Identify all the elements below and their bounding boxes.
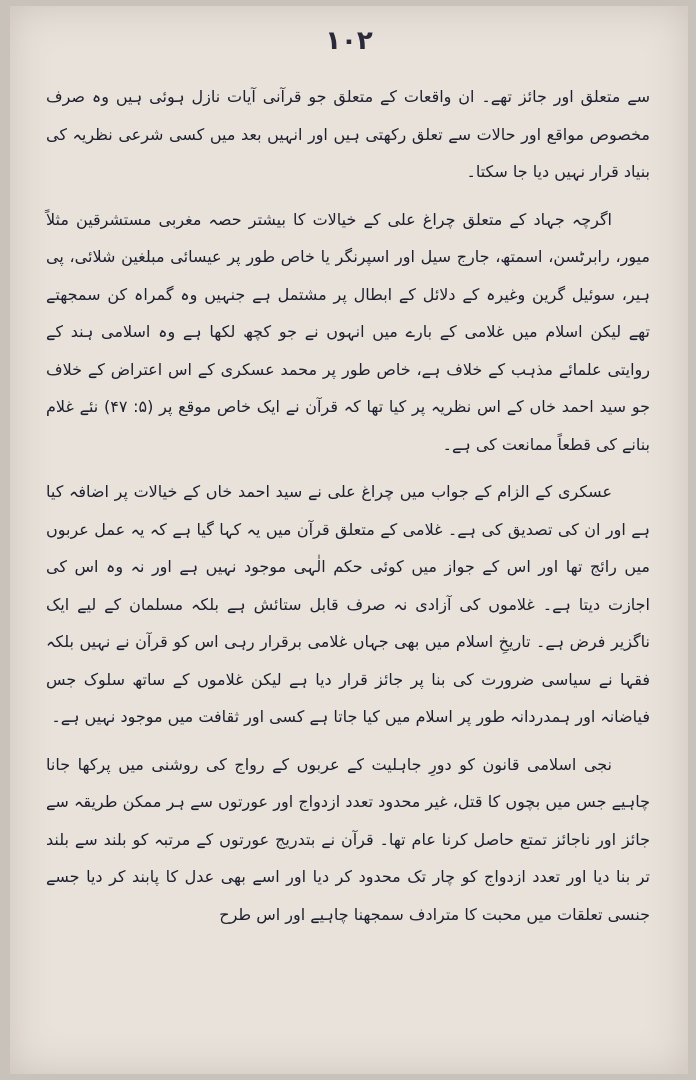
page-body — [46, 78, 650, 933]
paragraph: سے متعلق اور جائز تھے۔ ان واقعات کے متعلق جو قرآنی آیات نازل ہوئی ہیں وہ صرف مخصوص مواقع اور حالات سے تعلق رکھتی ہیں اور انہیں بعد میں کسی شرعی نظریہ کی بنیاد قرار نہیں دیا جا سکتا۔ — [46, 87, 650, 181]
paragraph: نجی اسلامی قانون کو دورِ جاہلیت کے عربوں کے رواج کی روشنی میں پرکھا جانا چاہیے جس میں بچوں کا قتل، غیر محدود تعدد ازدواج اور عورتوں سے ہر ممکن طریقہ سے جائز اور ناجائز تمتع حاصل کرنا عام تھا۔ قرآن نے بتدریج عورتوں کے مرتبہ کو بلند سے بلند تر بنا دیا اور تعدد ازدواج کو چار تک محدود کر دیا اور اسے بھی عدل کا پابند کر دیا جسے جنسی تعلقات میں محبت کا مترادف سمجھنا چاہیے اور اس طرح — [46, 754, 650, 924]
book-page — [10, 6, 688, 1074]
paragraph-gap — [46, 191, 650, 201]
paragraph: اگرچہ جہاد کے متعلق چراغ علی کے خیالات کا بیشتر حصہ مغربی مستشرقین مثلاً میور، رابرٹسن، اسمتھ، جارج سیل اور اسپرنگر یا خاص طور پر عیسائی مبلغین شلائی، پی ہیر، سوئیل گرین وغیرہ کے دلائل کے ابطال پر مشتمل ہے جنہیں وہ گمراہ کن سمجھتے تھے لیکن اسلام میں غلامی کے بارے میں انہوں نے جو کچھ لکھا ہے وہ اسلامی ہند کے روایتی علمائے مذہب کے خلاف ہے، خاص طور پر محمد عسکری کے اس اعتراض کے خلاف جو سید احمد خاں کے اس نظریہ پر کیا تھا کہ قرآن نے ایک خاص موقع پر (۵: ۴۷) نئے غلام بنانے کی قطعاً ممانعت کی ہے۔ — [46, 209, 650, 454]
paragraph-gap — [46, 736, 650, 746]
page-number: ۱۰۲ — [325, 26, 373, 56]
paragraph-gap — [46, 463, 650, 473]
paragraph: عسکری کے الزام کے جواب میں چراغ علی نے سید احمد خاں کے خیالات پر اضافہ کیا ہے اور ان کی تصدیق کی ہے۔ غلامی کے متعلق قرآن میں یہ کہا گیا ہے کہ یہ عمل عربوں میں رائج تھا اور اس کے جواز میں کوئی حکم الٰہی موجود نہیں ہے اور نہ وہ اس کی اجازت دیتا ہے۔ غلاموں کی آزادی نہ صرف قابل ستائش ہے بلکہ مسلمان کے لیے ایک ناگزیر فرض ہے۔ تاریخِ اسلام میں بھی جہاں غلامی برقرار رہی اس کو قرآن نے نہیں بلکہ فقہا نے سیاسی ضرورت کی بنا پر جائز قرار دیا ہے لیکن غلاموں کے ساتھ سلوک جس فیاضانہ اور ہمدردانہ طور پر اسلام میں کیا جاتا ہے کسی اور ثقافت میں موجود نہیں ہے۔ — [46, 482, 650, 726]
